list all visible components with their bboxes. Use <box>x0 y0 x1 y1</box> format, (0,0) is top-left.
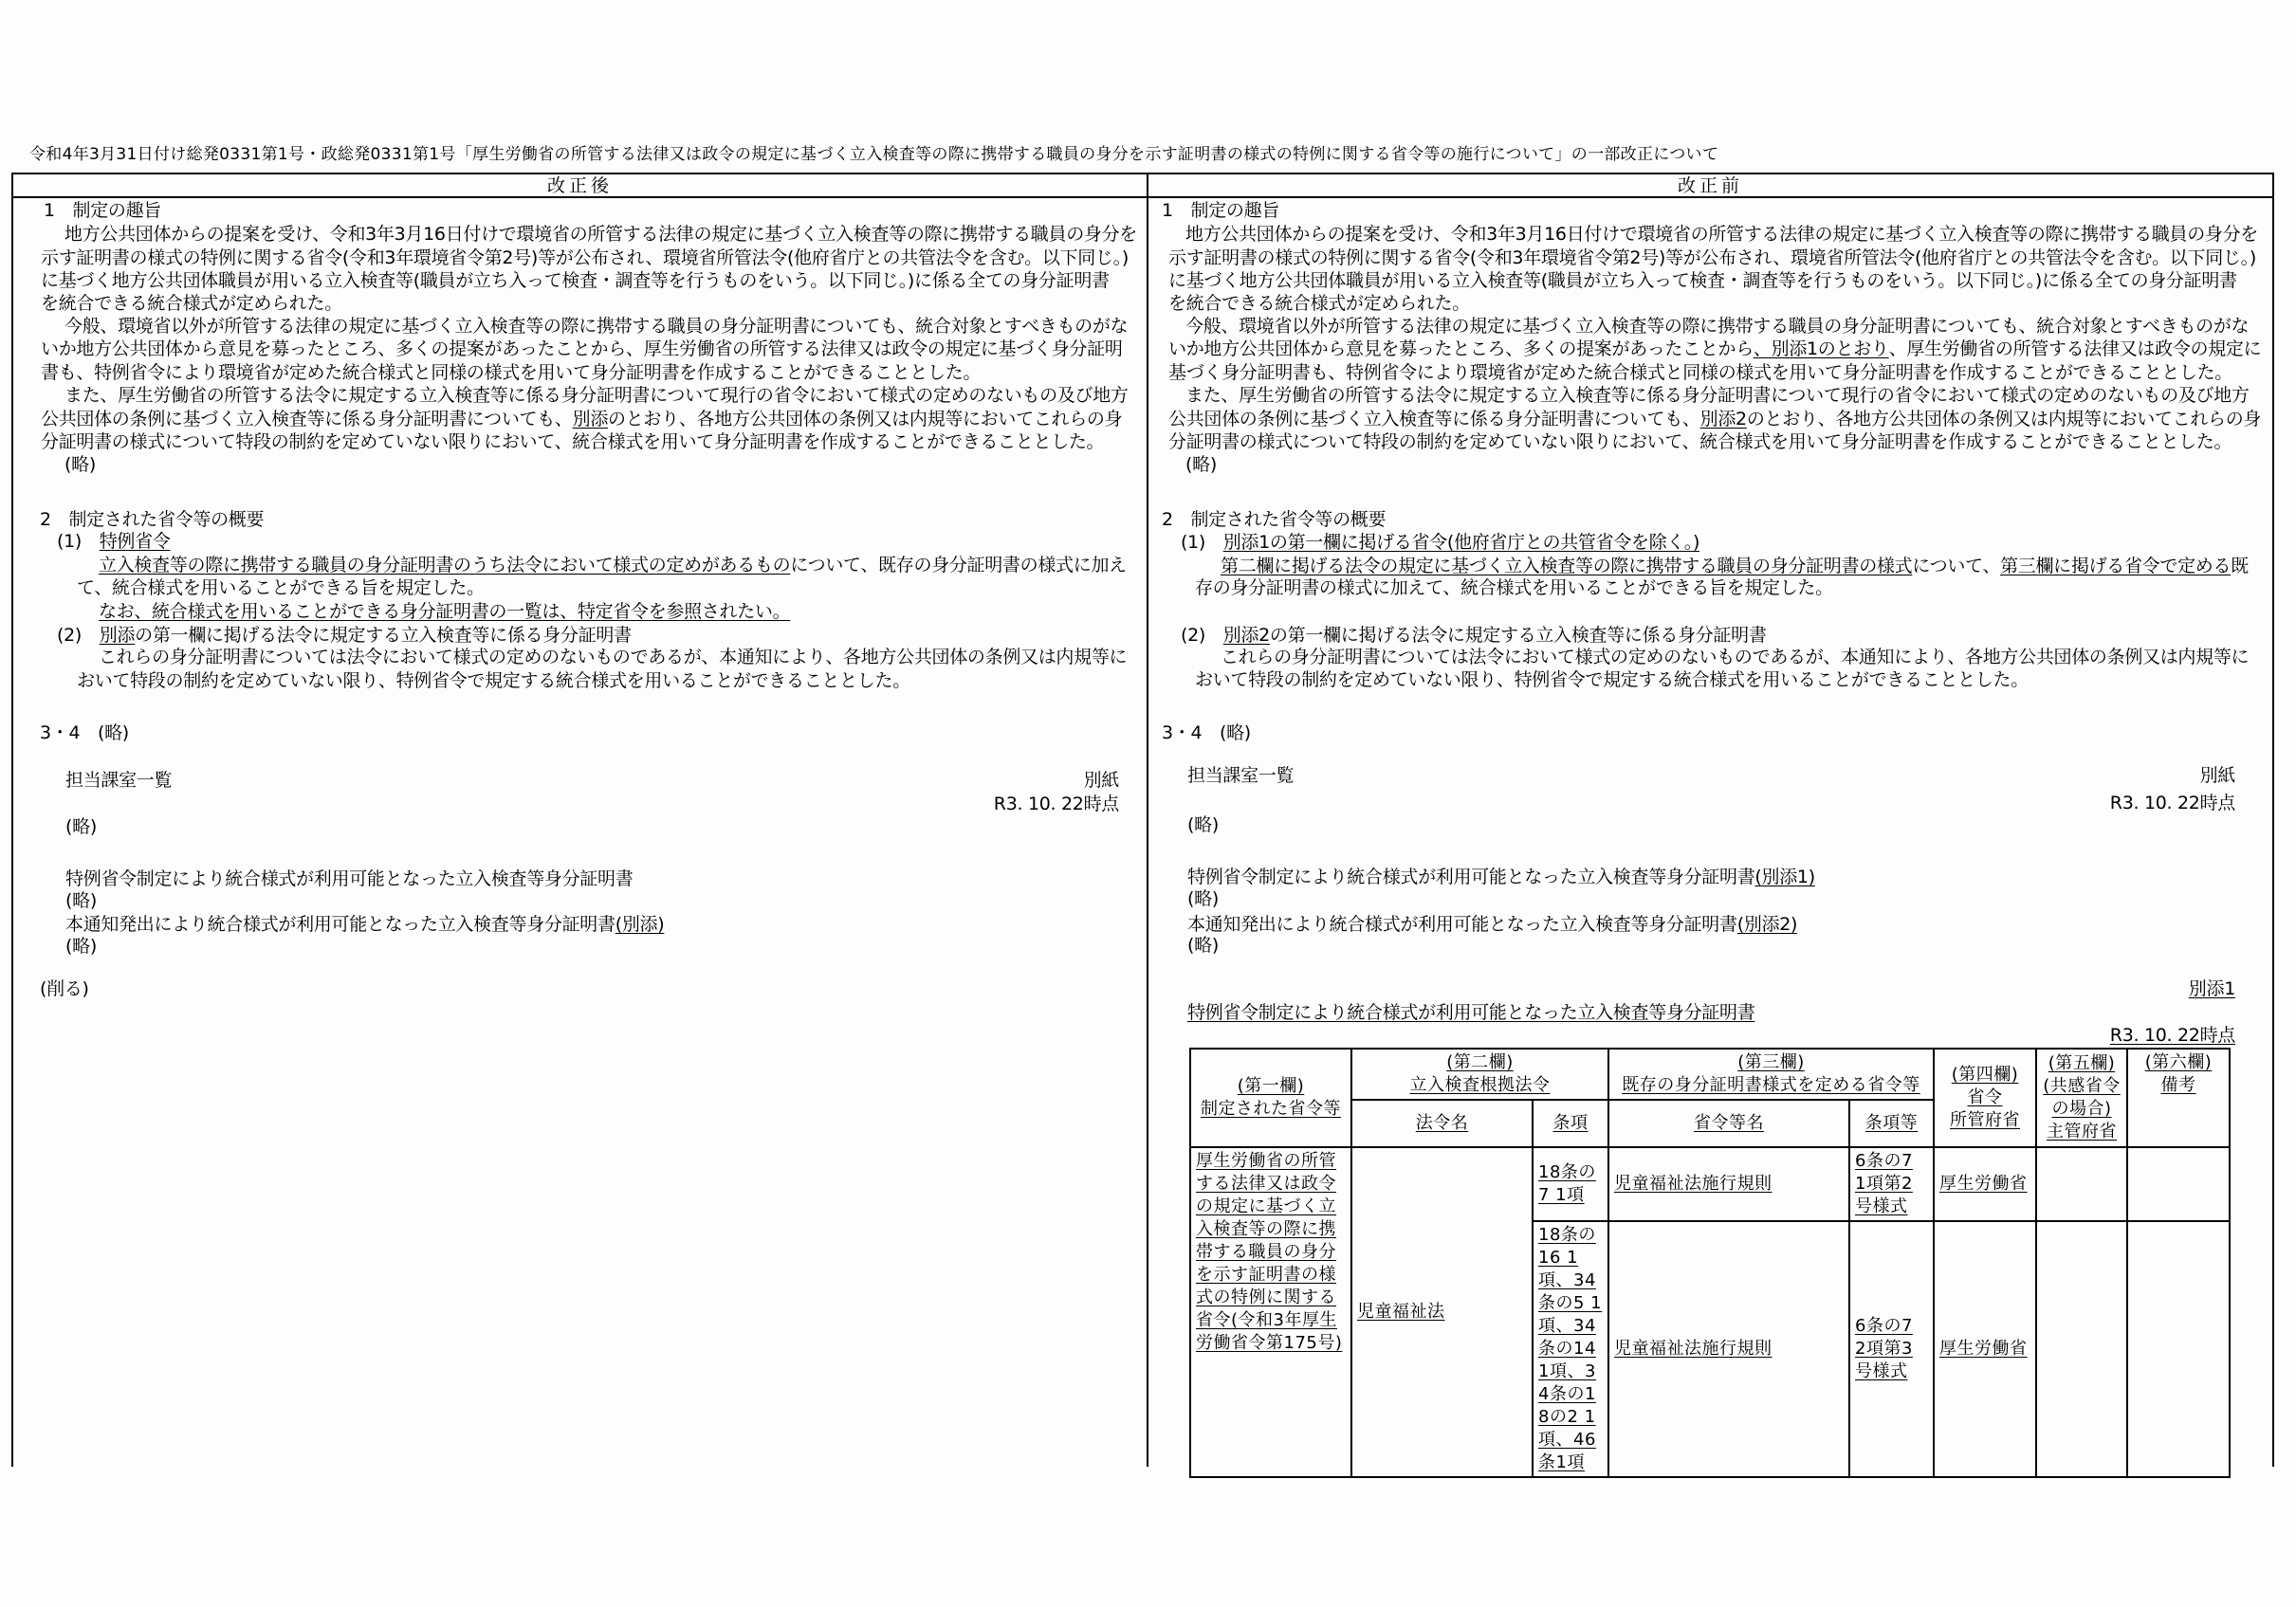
text-line <box>994 793 1119 815</box>
text-line <box>65 889 97 912</box>
document-title: 令和4年3月31日付け総発0331第1号・政総発0331第1号「厚生労働省の所管する法律又は政令の規定に基づく立入検査等の際に携帯する職員の身分を示す証明書の様式の特例に関する省令等の施行について」の一部改正について <box>29 145 1719 164</box>
text-segment: (略) <box>65 936 97 957</box>
text-segment: について、 <box>1912 556 2001 576</box>
underlined-amendment: 特例省令制定により統合様式が利用可能となった立入検査等身分証明書 <box>1187 1002 1755 1023</box>
text-line <box>40 977 89 1000</box>
header-rule-article: 条項等 <box>1849 1100 1934 1147</box>
text-line <box>40 721 129 744</box>
text-segment: 特例省令制定により統合様式が利用可能となった立入検査等身分証明書 <box>65 868 634 889</box>
text-line <box>1168 247 2256 269</box>
text-line <box>65 867 633 890</box>
text-segment: (略) <box>1187 935 1219 956</box>
text-segment: 1 制定の趣旨 <box>1162 200 1279 221</box>
header-article: 条項 <box>1533 1100 1608 1147</box>
underlined-amendment: (別添) <box>615 914 665 935</box>
text-segment: 示す証明書の様式の特例に関する省令(令和3年環境省令第2号)等が公布され、環境省所管法令(他府省庁との共管法令を含む。以下同じ。) <box>1168 247 2256 268</box>
text-segment: (2) <box>1181 625 1223 646</box>
text-segment: おいて特段の制約を定めていない限り、特例省令で規定する統合様式を用いることができることとした。 <box>1195 669 2029 690</box>
text-segment: 公共団体の条例に基づく立入検査等に係る身分証明書についても、 <box>41 409 573 429</box>
header-law-name: 法令名 <box>1351 1100 1533 1147</box>
text-segment: (削る) <box>40 978 89 999</box>
text-segment: 担当課室一覧 <box>65 770 173 791</box>
text-line <box>1187 813 1219 836</box>
text-line <box>77 669 910 692</box>
text-segment: (略) <box>1187 814 1219 835</box>
text-segment: を統合できる統合様式が定められた。 <box>41 293 342 314</box>
underlined-amendment: (別添1) <box>1754 867 1815 887</box>
text-line <box>1195 668 2029 691</box>
header-rule-name: 省令等名 <box>1608 1100 1849 1147</box>
header-col6: (第六欄) 備考 <box>2127 1049 2230 1147</box>
text-segment: 書も、特例省令により環境省が定めた統合様式と同様の様式を用いて身分証明書を作成することができることとした。 <box>41 362 982 383</box>
right-border <box>2272 173 2274 1467</box>
text-segment: R3. 10. 22時点 <box>2109 793 2235 813</box>
text-segment: 示す証明書の様式の特例に関する省令(令和3年環境省令第2号)等が公布され、環境省所管法令(他府省庁との共管法令を含む。以下同じ。) <box>41 247 1129 268</box>
text-line <box>99 554 1127 576</box>
text-segment: (1) <box>57 531 100 552</box>
column-divider <box>1147 173 1148 1467</box>
text-line <box>1187 1001 1754 1024</box>
note-cell <box>2127 1221 2230 1477</box>
text-segment: R3. 10. 22時点 <box>993 794 1119 814</box>
text-segment: おいて特段の制約を定めていない限り、特例省令で規定する統合様式を用いることができることとした。 <box>77 670 910 691</box>
text-line <box>99 646 1127 668</box>
text-line <box>1181 531 1699 554</box>
underlined-amendment: 別添2 <box>1699 409 1747 429</box>
text-line <box>57 624 632 647</box>
text-segment: 3・4 (略) <box>1162 722 1251 743</box>
text-line <box>2110 792 2235 814</box>
text-line <box>1185 223 2258 246</box>
text-segment: て、統合様式を用いることができる旨を規定した。 <box>77 577 485 598</box>
text-segment: いか地方公共団体から意見を募ったところ、多くの提案があったことから、厚生労働省の所管する法律又は政令の規定に基づく身分証明 <box>41 338 1123 359</box>
attachment-1-table <box>1189 1048 2231 1478</box>
underlined-amendment: 第二欄に掲げる法令の規定に基づく立入検査等の際に携帯する職員の身分証明書の様式 <box>1221 556 1913 576</box>
underlined-amendment: (別添2) <box>1736 914 1798 935</box>
text-line <box>1187 764 1294 787</box>
text-segment: 3・4 (略) <box>40 722 129 743</box>
rule-cell: 児童福祉法施行規則 <box>1608 1147 1849 1221</box>
text-line <box>65 913 664 936</box>
article-cell: 18条の7 1項 <box>1533 1147 1608 1221</box>
text-line <box>64 223 1137 246</box>
text-segment: 基づく身分証明書も、特例省令により環境省が定めた統合様式と同様の様式を用いて身分証明書を作成することができることとした。 <box>1168 362 2233 383</box>
text-line <box>1221 555 2249 577</box>
underlined-amendment: 別添2 <box>1222 625 1270 646</box>
text-segment: (2) <box>57 625 100 646</box>
text-segment: (1) <box>1181 532 1223 553</box>
text-line <box>1185 315 2249 338</box>
text-segment: (略) <box>1185 454 1217 475</box>
lead-ministry-cell <box>2036 1221 2127 1477</box>
lead-ministry-cell <box>2036 1147 2127 1221</box>
text-line <box>64 384 1129 407</box>
text-segment: 担当課室一覧 <box>1187 765 1295 786</box>
text-line <box>1168 430 2232 453</box>
text-line <box>1185 453 1217 476</box>
text-segment: 分証明書の様式について特段の制約を定めていない限りにおいて、統合様式を用いて身分証明書を作成することができることとした。 <box>41 431 1105 452</box>
underlined-amendment: (他府省庁との共管省令を除く。) <box>1446 532 1700 553</box>
text-segment: 分証明書の様式について特段の制約を定めていない限りにおいて、統合様式を用いて身分証明書を作成することができることとした。 <box>1168 431 2232 452</box>
text-line <box>2200 764 2235 787</box>
text-line <box>1195 576 1833 599</box>
rule-article-cell: 6条の7 2項第3号様式 <box>1849 1221 1934 1477</box>
ministry-cell: 厚生労働省 <box>1934 1147 2036 1221</box>
text-segment: これらの身分証明書については法令において様式の定めのないものであるが、本通知により、各地方公共団体の条例又は内規等に <box>1221 647 2250 667</box>
text-segment: のとおり、各地方公共団体の条例又は内規等においてこれらの身 <box>1746 409 2262 429</box>
text-segment: (略) <box>64 454 96 475</box>
text-line <box>41 269 1110 292</box>
text-segment: 地方公共団体からの提案を受け、令和3年3月16日付けで環境省の所管する法律の規定に基づく立入検査等の際に携帯する職員の身分を <box>64 224 1137 245</box>
text-segment: 別紙 <box>1083 770 1119 791</box>
rule-cell: 児童福祉法施行規則 <box>1608 1221 1849 1477</box>
header-col1: (第一欄) 制定された省令等 <box>1190 1049 1351 1147</box>
text-segment: 既 <box>2231 556 2249 576</box>
text-segment: 2 制定された省令等の概要 <box>40 509 265 530</box>
text-segment: のとおり、各地方公共団体の条例又は内規等においてこれらの身 <box>608 409 1123 429</box>
text-line <box>41 361 981 384</box>
text-line <box>41 430 1104 453</box>
text-segment: 、厚生労働省の所管する法律又は政令の規定に <box>1888 338 2262 359</box>
text-line <box>1162 199 1279 222</box>
text-line <box>1187 887 1219 910</box>
ministry-cell: 厚生労働省 <box>1934 1221 2036 1477</box>
text-line <box>99 600 790 623</box>
text-line <box>1168 292 1470 315</box>
text-line <box>1187 934 1219 957</box>
text-segment: について、既存の身分証明書の様式に加え <box>790 555 1127 575</box>
text-segment: の第一欄に掲げる法令に規定する立入検査等に係る身分証明書 <box>1269 625 1767 646</box>
underlined-amendment: 別添 <box>99 625 136 646</box>
text-segment: 存の身分証明書の様式に加えて、統合様式を用いることができる旨を規定した。 <box>1195 577 1833 598</box>
after-revision-heading: 改正後 <box>546 175 613 196</box>
text-segment: 本通知発出により統合様式が利用可能となった立入検査等身分証明書 <box>65 914 615 935</box>
table-row <box>1190 1147 2230 1221</box>
text-line <box>77 576 485 599</box>
text-line <box>1168 361 2232 384</box>
underlined-amendment: 別添1 <box>2188 978 2235 999</box>
text-line <box>1168 408 2261 430</box>
text-segment: 今般、環境省以外が所管する法律の規定に基づく立入検査等の際に携帯する職員の身分証明書についても、統合対象とすべきものがな <box>64 316 1129 337</box>
text-segment: 特例省令制定により統合様式が利用可能となった立入検査等身分証明書 <box>1187 867 1755 887</box>
text-segment: (略) <box>65 816 97 837</box>
header-col4: (第四欄) 省令 所管府省 <box>1934 1049 2036 1147</box>
text-segment: また、厚生労働省の所管する法令に規定する立入検査等に係る身分証明書について現行の省令において様式の定めのないもの及び地方 <box>64 385 1129 406</box>
header-col5: (第五欄) (共感省令 の場合) 主管府省 <box>2036 1049 2127 1147</box>
underlined-amendment: 立入検査等の際に携帯する職員の身分証明書のうち法令において様式の定めがあるもの <box>99 555 791 575</box>
text-line <box>1187 913 1797 936</box>
text-segment: また、厚生労働省の所管する法令に規定する立入検査等に係る身分証明書について現行の省令において様式の定めのないもの及び地方 <box>1185 385 2250 406</box>
underlined-amendment: 別添1の第一欄に掲げる省令 <box>1222 532 1447 553</box>
text-segment: 地方公共団体からの提案を受け、令和3年3月16日付けで環境省の所管する法律の規定に基づく立入検査等の際に携帯する職員の身分を <box>1185 224 2258 245</box>
text-segment: 公共団体の条例に基づく立入検査等に係る身分証明書についても、 <box>1168 409 1700 429</box>
underlined-amendment: 、別添1のとおり <box>1753 338 1889 359</box>
text-line <box>1168 269 2237 292</box>
text-line <box>1221 646 2249 668</box>
underlined-amendment: R3. 10. 22時点 <box>2109 1025 2235 1046</box>
text-line <box>1162 721 1251 744</box>
underlined-amendment: 第三欄に掲げる省令で定める <box>2000 556 2232 576</box>
text-segment: を統合できる統合様式が定められた。 <box>1168 293 1470 314</box>
text-line <box>41 408 1122 430</box>
text-line <box>65 769 172 792</box>
header-col2: (第二欄) 立入検査根拠法令 <box>1351 1049 1608 1100</box>
before-revision-heading: 改正前 <box>1677 175 1743 196</box>
underlined-amendment: なお、統合様式を用いることができる身分証明書の一覧は、特定省令を参照されたい。 <box>99 601 791 622</box>
left-border <box>11 173 13 1467</box>
text-line <box>1185 384 2250 407</box>
rule-article-cell: 6条の7 1項第2号様式 <box>1849 1147 1934 1221</box>
text-segment: 1 制定の趣旨 <box>44 200 161 221</box>
text-segment: の第一欄に掲げる法令に規定する立入検査等に係る身分証明書 <box>135 625 632 646</box>
text-line <box>41 338 1123 360</box>
text-segment: に基づく地方公共団体職員が用いる立入検査等(職員が立ち入って検査・調査等を行うものをいう。以下同じ。)に係る全ての身分証明書 <box>41 270 1110 291</box>
article-cell: 18条の16 1項、34条の5 1項、34条の14 1項、34条の18の2 1項、46条1項 <box>1533 1221 1608 1477</box>
underlined-amendment: 特例省令 <box>99 531 171 552</box>
text-segment: に基づく地方公共団体職員が用いる立入検査等(職員が立ち入って検査・調査等を行うものをいう。以下同じ。)に係る全ての身分証明書 <box>1168 270 2237 291</box>
law-cell: 児童福祉法 <box>1351 1147 1533 1477</box>
text-segment: 別紙 <box>2199 765 2235 786</box>
text-line <box>57 530 171 553</box>
text-segment: 本通知発出により統合様式が利用可能となった立入検査等身分証明書 <box>1187 914 1737 935</box>
header-col3: (第三欄) 既存の身分証明書様式を定める省令等 <box>1608 1049 1934 1100</box>
text-segment: これらの身分証明書については法令において様式の定めのないものであるが、本通知により、各地方公共団体の条例又は内規等に <box>99 647 1128 667</box>
text-line <box>2189 977 2235 1000</box>
text-line <box>65 815 97 838</box>
text-segment: (略) <box>1187 888 1219 909</box>
ordinance-cell: 厚生労働省の所管する法律又は政令の規定に基づく立入検査等の際に携帯する職員の身分を示す証明書の様式の特例に関する省令(令和3年厚生労働省令第175号) <box>1190 1147 1351 1477</box>
text-line <box>1084 769 1119 792</box>
text-line <box>1187 866 1815 888</box>
text-line <box>1162 508 1386 531</box>
text-segment: いか地方公共団体から意見を募ったところ、多くの提案があったことから <box>1168 338 1754 359</box>
underlined-amendment: 別添 <box>572 409 609 429</box>
text-line <box>1168 338 2261 360</box>
text-line <box>1181 624 1767 647</box>
text-segment: 2 制定された省令等の概要 <box>1162 509 1387 530</box>
text-segment: 今般、環境省以外が所管する法律の規定に基づく立入検査等の際に携帯する職員の身分証明書についても、統合対象とすべきものがな <box>1185 316 2250 337</box>
text-line <box>2110 1024 2235 1047</box>
note-cell <box>2127 1147 2230 1221</box>
text-line <box>65 935 97 958</box>
text-line <box>41 292 342 315</box>
text-line <box>64 453 96 476</box>
text-line <box>64 315 1128 338</box>
text-line <box>40 508 264 531</box>
text-line <box>41 247 1129 269</box>
text-line <box>44 199 161 222</box>
text-segment: (略) <box>65 890 97 911</box>
